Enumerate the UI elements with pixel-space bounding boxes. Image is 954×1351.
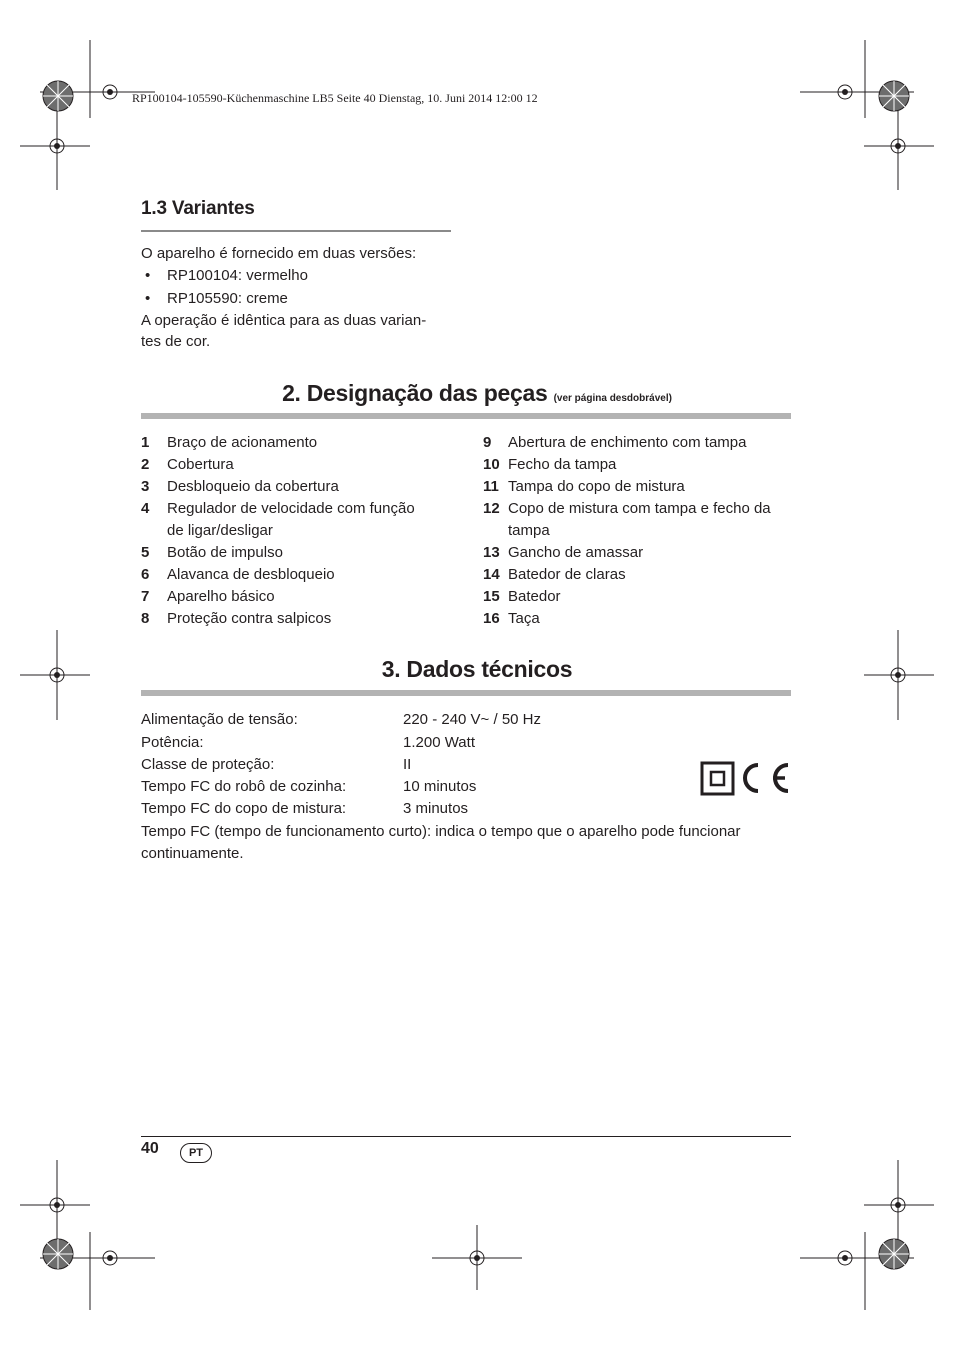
- language-badge: PT: [180, 1143, 212, 1163]
- list-item: [483, 454, 793, 476]
- section-title-variantes: 1.3 Variantes: [141, 198, 255, 219]
- ce-mark-icon: [745, 765, 788, 791]
- part-label-cont: de ligar/desligar: [167, 522, 273, 539]
- spec-row: [141, 778, 477, 795]
- spec-value: 1.200 Watt: [403, 734, 475, 751]
- spec-value: 3 minutos: [403, 800, 469, 817]
- list-item: • RP105590: creme: [145, 290, 288, 307]
- part-number: 10: [483, 456, 500, 473]
- part-label: Batedor: [508, 588, 561, 605]
- part-number: 6: [141, 566, 150, 583]
- part-number: 1: [141, 434, 150, 451]
- list-item: [483, 432, 793, 454]
- fc-note-line2: continuamente.: [141, 845, 244, 862]
- part-number: 7: [141, 588, 150, 605]
- part-label: Taça: [508, 610, 540, 627]
- spec-row: [141, 800, 469, 817]
- list-item: [141, 432, 451, 454]
- list-item: [483, 608, 793, 630]
- print-slug: RP100104-105590-Küchenmaschine LB5 Seite 40 Dienstag, 10. Juni 2014 12:00 12: [132, 91, 538, 105]
- section-divider: [141, 230, 451, 232]
- certification-marks: [700, 760, 792, 796]
- fc-note-line1: Tempo FC (tempo de funcionamento curto): indica o tempo que o aparelho pode funcionar: [141, 823, 741, 840]
- part-label: Abertura de enchimento com tampa: [508, 434, 747, 451]
- part-label: Fecho da tampa: [508, 456, 617, 473]
- list-item: [141, 454, 451, 476]
- section-title-parts: [0, 380, 954, 407]
- part-number: 12: [483, 500, 500, 517]
- spec-value: 220 - 240 V~ / 50 Hz: [403, 711, 542, 728]
- variantes-note-line2: tes de cor.: [141, 333, 211, 350]
- parts-list-left: [141, 432, 451, 630]
- list-item: [141, 608, 451, 630]
- part-number: 16: [483, 610, 500, 627]
- spec-label: Tempo FC do copo de mistura:: [141, 800, 347, 817]
- variantes-note-line1: A operação é idêntica para as duas varian-: [141, 312, 427, 329]
- list-item: [141, 564, 451, 586]
- list-item: [483, 498, 793, 542]
- list-item: [141, 498, 451, 542]
- part-label: Batedor de claras: [508, 566, 626, 583]
- parts-list-right: [483, 432, 793, 630]
- part-number: 4: [141, 500, 150, 517]
- list-item: [483, 542, 793, 564]
- list-item: • RP100104: vermelho: [145, 267, 308, 284]
- spec-label: Alimentação de tensão:: [141, 711, 298, 728]
- part-number: 2: [141, 456, 150, 473]
- section-bar: [141, 413, 791, 419]
- part-number: 9: [483, 434, 492, 451]
- part-number: 13: [483, 544, 500, 561]
- part-label: Regulador de velocidade com função: [167, 500, 415, 517]
- footer-rule: [141, 1136, 791, 1137]
- page-number: 40: [141, 1140, 159, 1157]
- spec-row: [141, 756, 412, 773]
- parts-subtitle: (ver página desdobrável): [553, 393, 672, 404]
- part-label: Proteção contra salpicos: [167, 610, 332, 627]
- part-label: Cobertura: [167, 456, 234, 473]
- part-label: Botão de impulso: [167, 544, 283, 561]
- list-item: [141, 586, 451, 608]
- spec-value: II: [403, 756, 412, 773]
- list-item: [483, 586, 793, 608]
- list-item: [141, 542, 451, 564]
- part-number: 11: [483, 478, 499, 495]
- part-label: Alavanca de desbloqueio: [167, 566, 335, 583]
- part-label-cont: tampa: [508, 522, 550, 539]
- parts-title-text: 2. Designação das peças: [282, 380, 548, 406]
- part-label: Desbloqueio da cobertura: [167, 478, 339, 495]
- part-number: 3: [141, 478, 150, 495]
- part-number: 15: [483, 588, 500, 605]
- part-label: Gancho de amassar: [508, 544, 644, 561]
- variantes-intro: O aparelho é fornecido em duas versões:: [141, 245, 417, 262]
- spec-row: [141, 711, 542, 728]
- spec-label: Tempo FC do robô de cozinha:: [141, 778, 347, 795]
- part-number: 5: [141, 544, 150, 561]
- protection-class-ii-icon: [702, 763, 733, 794]
- part-label: Aparelho básico: [167, 588, 275, 605]
- bullet-text: RP105590: creme: [167, 290, 288, 307]
- section-bar: [141, 690, 791, 696]
- section-title-tech-data: 3. Dados técnicos: [381, 656, 573, 682]
- part-label: Copo de mistura com tampa e fecho da: [508, 500, 771, 517]
- spec-row: [141, 734, 475, 751]
- list-item: [141, 476, 451, 498]
- part-number: 14: [483, 566, 500, 583]
- fc-note: [141, 821, 792, 865]
- list-item: [483, 476, 793, 498]
- bullet-text: RP100104: vermelho: [167, 267, 308, 284]
- part-label: Tampa do copo de mistura: [508, 478, 685, 495]
- spec-label: Potência:: [141, 734, 204, 751]
- spec-value: 10 minutos: [403, 778, 477, 795]
- spec-label: Classe de proteção:: [141, 756, 275, 773]
- part-number: 8: [141, 610, 150, 627]
- list-item: [483, 564, 793, 586]
- part-label: Braço de acionamento: [167, 434, 318, 451]
